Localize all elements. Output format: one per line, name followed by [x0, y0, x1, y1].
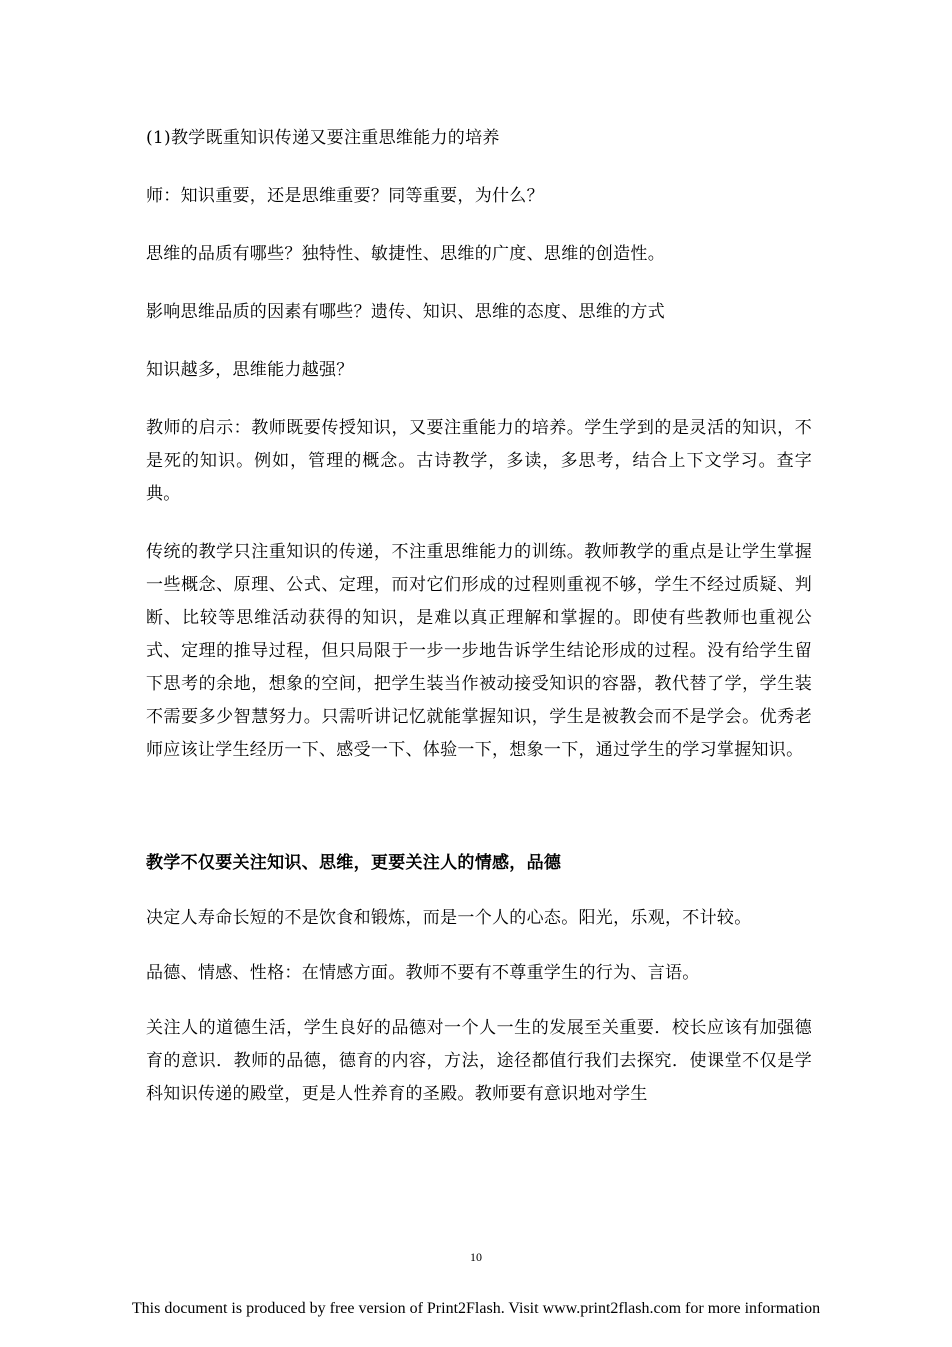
paragraph: 关注人的道德生活，学生良好的品德对一个人一生的发展至关重要．校长应该有加强德育的意识．教师的品德，德育的内容，方法，途径都值行我们去探究．使课堂不仅是学科知识传递的殿堂，更是人性养育的圣殿。教师要有意识地对学生	[146, 1018, 812, 1104]
paragraph: 影响思维品质的因素有哪些？遗传、知识、思维的态度、思维的方式	[146, 302, 665, 322]
paragraph: 品德、情感、性格：在情感方面。教师不要有不尊重学生的行为、言语。	[146, 963, 700, 983]
paragraph: 知识越多，思维能力越强？	[146, 360, 354, 380]
subsection-title: (1)教学既重知识传递又要注重思维能力的培养	[146, 128, 500, 148]
paragraph: 决定人寿命长短的不是饮食和锻炼，而是一个人的心态。阳光，乐观，不计较。	[146, 908, 752, 928]
page-number: 10	[470, 1250, 482, 1264]
paragraph: 教师的启示：教师既要传授知识，又要注重能力的培养。学生学到的是灵活的知识，不是死的知识。例如，管理的概念。古诗教学，多读，多思考，结合上下文学习。查字典。	[146, 418, 812, 504]
watermark-footer: This document is produced by free version of Print2Flash. Visit www.print2flash.com for more information	[131, 1300, 821, 1317]
page-content	[146, 122, 812, 1136]
section-gap	[146, 792, 812, 847]
paragraph: 师：知识重要，还是思维重要？同等重要，为什么？	[146, 186, 544, 206]
paragraph: 传统的教学只注重知识的传递，不注重思维能力的训练。教师教学的重点是让学生掌握一些概念、原理、公式、定理，而对它们形成的过程则重视不够，学生不经过质疑、判断、比较等思维活动获得的知识，是难以真正理解和掌握的。即使有些教师也重视公式、定理的推导过程，但只局限于一步一步地告诉学生结论形成的过程。没有给学生留下思考的余地，想象的空间，把学生装当作被动接受知识的容器，教代替了学，学生装不需要多少智慧努力。只需听讲记忆就能掌握知识，学生是被教会而不是学会。优秀老师应该让学生经历一下、感受一下、体验一下，想象一下，通过学生的学习掌握知识。	[146, 542, 812, 760]
section-heading: 教学不仅要关注知识、思维，更要关注人的情感，品德	[146, 853, 562, 873]
paragraph: 思维的品质有哪些？独特性、敏捷性、思维的广度、思维的创造性。	[146, 244, 665, 264]
